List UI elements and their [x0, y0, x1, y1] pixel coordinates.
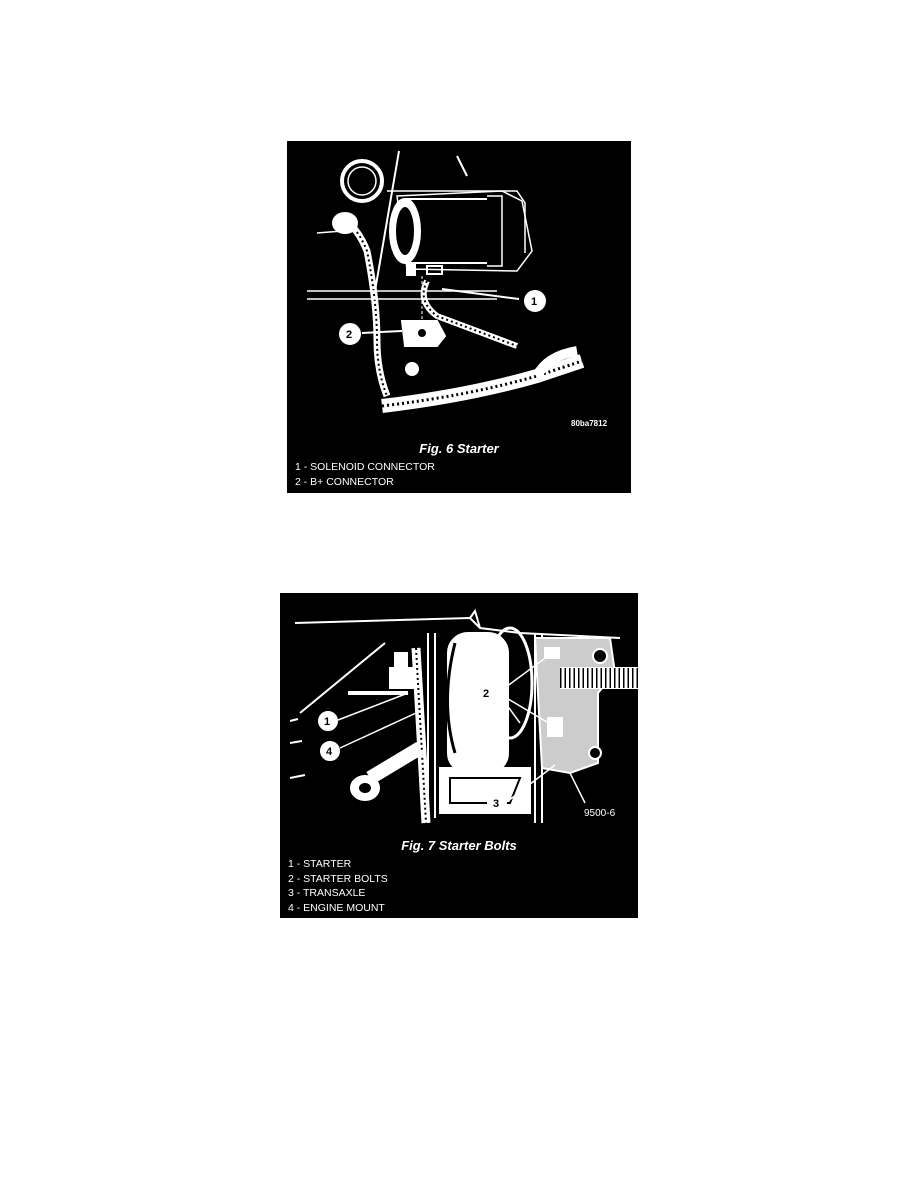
starter-bolts-illustration: [280, 593, 638, 838]
figure-caption: Fig. 6 Starter: [419, 441, 499, 456]
figure-legend: [295, 460, 435, 489]
callout-4: 4: [326, 746, 333, 758]
starter-illustration: [287, 141, 631, 441]
legend-item: 4 - ENGINE MOUNT: [288, 901, 385, 914]
callout-1: 1: [531, 296, 538, 308]
callout-2: 2: [346, 329, 353, 341]
legend-item: 1 - STARTER: [288, 858, 352, 870]
legend-item: 3 - TRANSAXLE: [288, 887, 366, 899]
figure-legend: [288, 857, 388, 915]
figure-caption: Fig. 7 Starter Bolts: [401, 838, 517, 853]
callout-3: 3: [493, 798, 500, 810]
legend-item: 2 - B+ CONNECTOR: [295, 475, 394, 488]
figure-6-starter: [287, 141, 631, 493]
legend-item: 2 - STARTER BOLTS: [288, 872, 388, 885]
figure-code: 9500-6: [584, 808, 616, 819]
figure-7-starter-bolts: [280, 593, 638, 918]
figure-code: 80ba7812: [571, 419, 608, 428]
callout-1: 1: [324, 716, 331, 728]
callout-2: 2: [483, 688, 490, 700]
legend-item: 1 - SOLENOID CONNECTOR: [295, 461, 435, 473]
